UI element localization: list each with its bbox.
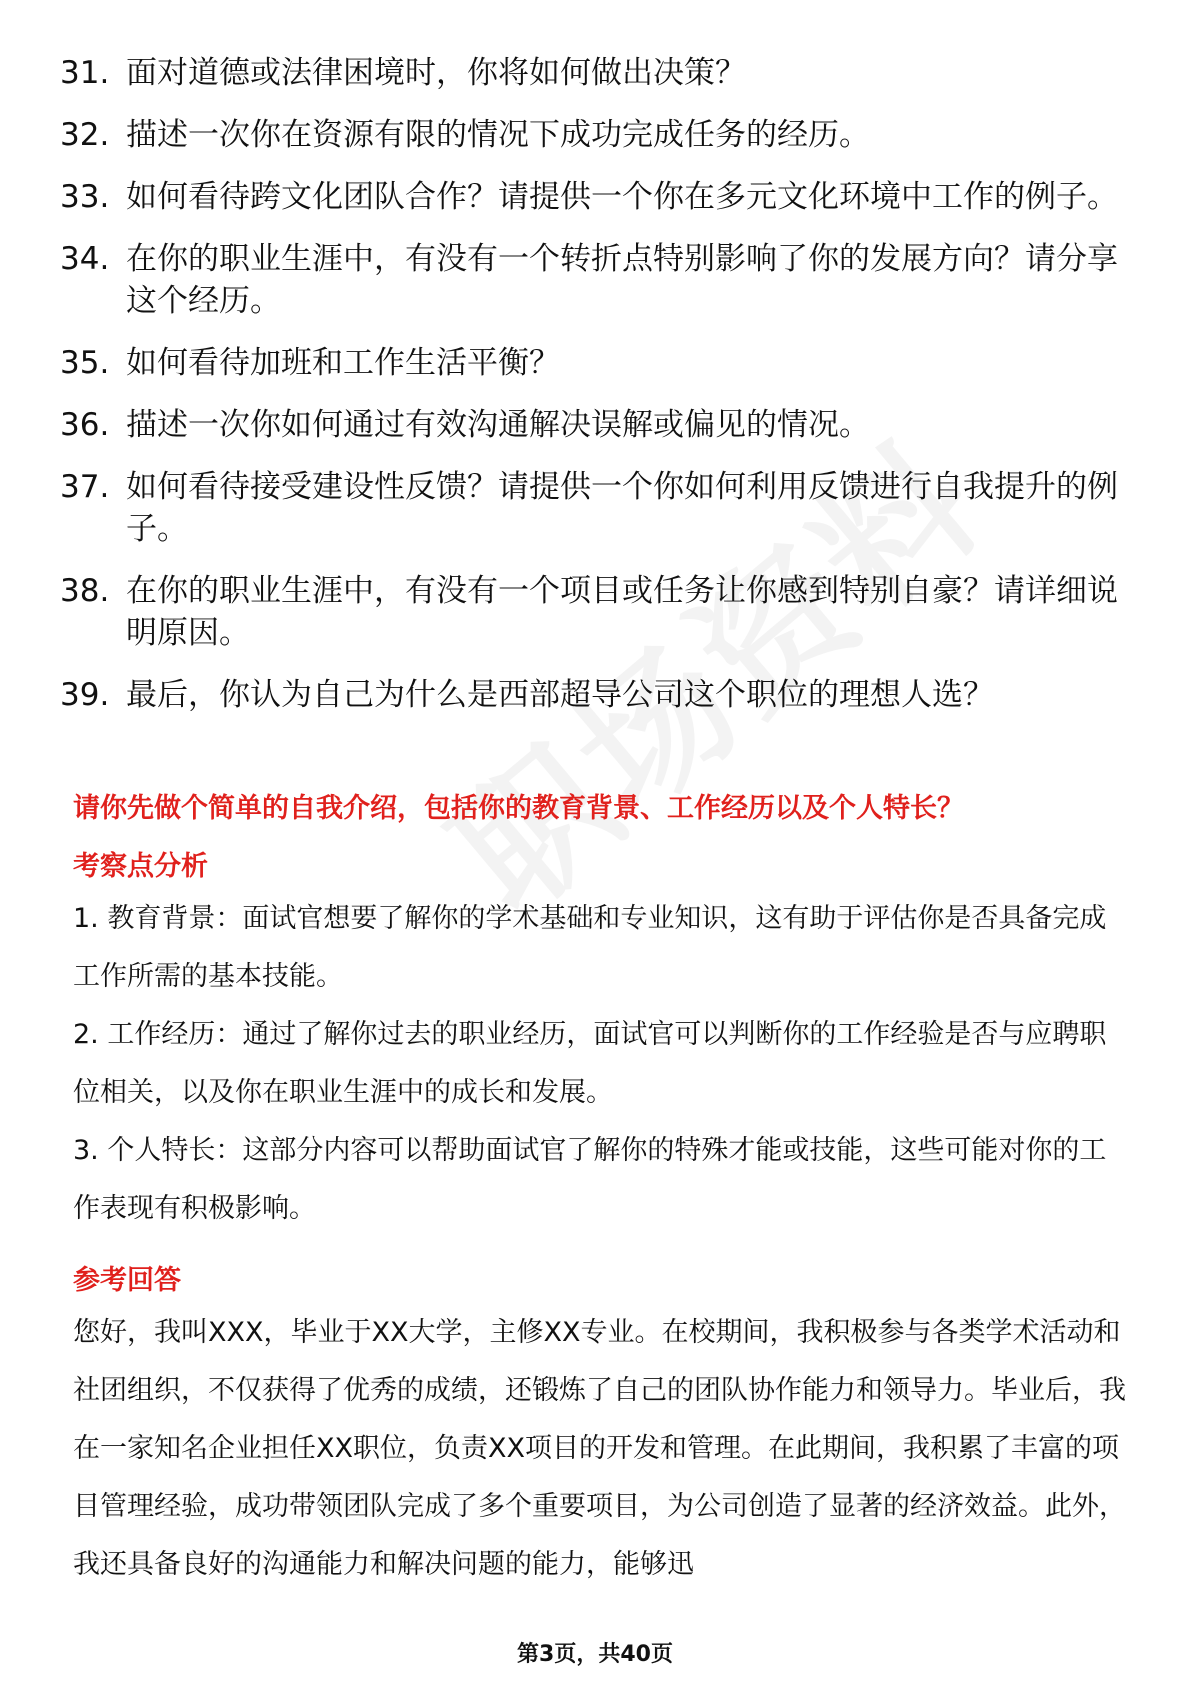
question-text: 如何看待跨文化团队合作？请提供一个你在多元文化环境中工作的例子。 <box>126 179 1118 215</box>
question-text: 在你的职业生涯中，有没有一个转折点特别影响了你的发展方向？请分享这个经历。 <box>126 241 1118 319</box>
question-number: 33. <box>60 179 110 215</box>
question-text: 描述一次你如何通过有效沟通解决误解或偏见的情况。 <box>126 407 870 443</box>
question-number: 32. <box>60 117 110 153</box>
analysis-point: 2. 工作经历：通过了解你过去的职业经历，面试官可以判断你的工作经验是否与应聘职位相关，以及你在职业生涯中的成长和发展。 <box>73 1019 1107 1108</box>
question-number: 36. <box>60 407 110 443</box>
question-item <box>60 674 1140 716</box>
question-item <box>60 52 1140 94</box>
question-item <box>60 176 1140 218</box>
question-number: 34. <box>60 241 110 277</box>
analysis-point: 1. 教育背景：面试官想要了解你的学术基础和专业知识，这有助于评估你是否具备完成工作所需的基本技能。 <box>73 903 1107 992</box>
analysis-point: 3. 个人特长：这部分内容可以帮助面试官了解你的特殊才能或技能，这些可能对你的工作表现有积极影响。 <box>73 1135 1107 1224</box>
highlight-question: 请你先做个简单的自我介绍，包括你的教育背景、工作经历以及个人特长？ <box>73 793 964 824</box>
question-item <box>60 404 1140 446</box>
question-item <box>60 238 1140 322</box>
question-number: 31. <box>60 55 110 91</box>
question-number: 35. <box>60 345 110 381</box>
answer-text: 您好，我叫XXX，毕业于XX大学，主修XX专业。在校期间，我积极参与各类学术活动和社团组织，不仅获得了优秀的成绩，还锻炼了自己的团队协作能力和领导力。毕业后，我在一家知名企业担任XX职位，负责XX项目的开发和管理。在此期间，我积累了丰富的项目管理经验，成功带领团队完成了多个重要项目，为公司创造了显著的经济效益。此外，我还具备良好的沟通能力和解决问题的能力，能够迅 <box>73 1317 1126 1580</box>
answer-section <box>73 1262 1133 1594</box>
question-list <box>60 52 1140 736</box>
question-text: 在你的职业生涯中，有没有一个项目或任务让你感到特别自豪？请详细说明原因。 <box>126 573 1118 651</box>
question-number: 39. <box>60 677 110 713</box>
question-text: 如何看待加班和工作生活平衡？ <box>126 345 560 381</box>
question-text: 描述一次你在资源有限的情况下成功完成任务的经历。 <box>126 117 870 153</box>
analysis-body <box>73 890 1133 1238</box>
question-number: 37. <box>60 469 110 505</box>
question-item <box>60 342 1140 384</box>
page-number: 第3页，共40页 <box>517 1642 673 1667</box>
answer-body <box>73 1304 1133 1594</box>
question-text: 如何看待接受建设性反馈？请提供一个你如何利用反馈进行自我提升的例子。 <box>126 469 1118 547</box>
analysis-title: 考察点分析 <box>73 851 208 882</box>
answer-title: 参考回答 <box>73 1265 181 1296</box>
question-item <box>60 570 1140 654</box>
question-number: 38. <box>60 573 110 609</box>
question-item <box>60 114 1140 156</box>
analysis-section <box>73 848 1133 1238</box>
question-text: 最后，你认为自己为什么是西部超导公司这个职位的理想人选？ <box>126 677 994 713</box>
question-text: 面对道德或法律困境时，你将如何做出决策？ <box>126 55 746 91</box>
question-item <box>60 466 1140 550</box>
